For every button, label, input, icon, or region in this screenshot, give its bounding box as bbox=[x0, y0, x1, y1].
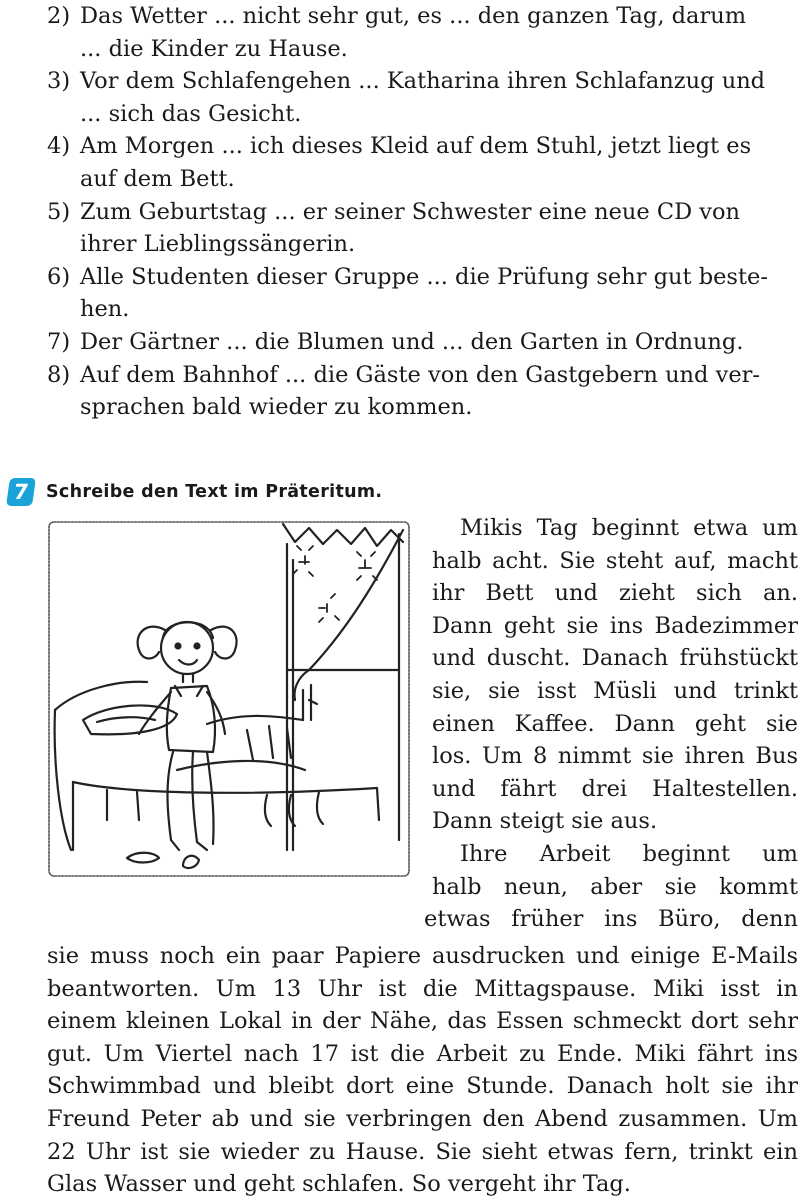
exercise-item-6 bbox=[0, 261, 805, 326]
item-number: 6) bbox=[47, 263, 71, 290]
text-full-width bbox=[47, 940, 798, 1201]
exercise-item-8 bbox=[0, 359, 805, 424]
item-line: ... sich das Gesicht. bbox=[80, 100, 302, 127]
item-line: Das Wetter ... nicht sehr gut, es ... den ganzen Tag, darum bbox=[80, 3, 747, 29]
text-beside-image bbox=[432, 512, 798, 903]
item-line: Auf dem Bahnhof ... die Gäste von den Gastgebern und ver- bbox=[80, 361, 760, 388]
text-line: Glas Wasser und geht schlafen. So vergeht ihr Tag. bbox=[47, 1171, 631, 1198]
item-number: 5) bbox=[47, 198, 71, 225]
text-line: Mikis Tag beginnt etwa um bbox=[460, 515, 798, 541]
text-line: beantworten. Um 13 Uhr ist die Mittagspause. Miki isst in bbox=[47, 975, 798, 1002]
item-number: 3) bbox=[47, 68, 71, 95]
item-line: hen. bbox=[80, 296, 130, 323]
text-line: einem kleinen Lokal in der Nähe, das Essen schmeckt dort sehr bbox=[47, 1008, 798, 1035]
text-overhang bbox=[424, 903, 798, 936]
text-line: Dann geht sie ins Badezimmer bbox=[432, 612, 798, 639]
task-title: Schreibe den Text im Präteritum. bbox=[46, 482, 383, 502]
item-line: Vor dem Schlafengehen ... Katharina ihren Schlafanzug und bbox=[80, 68, 766, 95]
exercise-item-7 bbox=[0, 326, 805, 359]
text-line: Ihre Arbeit beginnt um bbox=[460, 840, 798, 867]
text-line: gut. Um Viertel nach 17 ist die Arbeit zu Ende. Miki fährt ins bbox=[47, 1040, 798, 1067]
exercise-list bbox=[0, 0, 805, 424]
item-number: 2) bbox=[47, 3, 71, 29]
text-line: ihr Bett und zieht sich an. bbox=[432, 580, 798, 607]
text-line: los. Um 8 nimmt sie ihren Bus bbox=[432, 743, 798, 770]
text-line: etwas früher ins Büro, denn bbox=[424, 906, 798, 932]
item-line: Zum Geburtstag ... er seiner Schwester eine neue CD von bbox=[80, 198, 741, 225]
exercise-item-5 bbox=[0, 196, 805, 261]
task-heading bbox=[8, 477, 382, 507]
item-line: sprachen bald wieder zu kommen. bbox=[80, 394, 473, 421]
item-line: Alle Studenten dieser Gruppe ... die Prüfung sehr gut beste- bbox=[80, 263, 768, 290]
text-line: Dann steigt sie aus. bbox=[432, 808, 658, 835]
text-line: 22 Uhr ist sie wieder zu Hause. Sie sieht etwas fern, trinkt ein bbox=[47, 1138, 798, 1165]
text-line: und duscht. Danach frühstückt bbox=[432, 645, 798, 672]
text-line: Schwimmbad und bleibt dort eine Stunde. Danach holt sie ihr bbox=[47, 1073, 798, 1100]
text-line: sie, sie isst Müsli und trinkt bbox=[432, 677, 798, 704]
exercise-item-3 bbox=[0, 65, 805, 130]
girl-sitting-on-bed-illustration bbox=[47, 520, 411, 878]
item-number: 7) bbox=[47, 328, 71, 355]
text-line: und fährt drei Haltestellen. bbox=[432, 775, 798, 802]
text-line: Freund Peter ab und sie verbringen den Abend zusammen. Um bbox=[47, 1105, 798, 1132]
item-number: 4) bbox=[47, 133, 71, 160]
text-line: einen Kaffee. Dann geht sie bbox=[432, 710, 798, 737]
task-number-badge: 7 bbox=[6, 478, 36, 506]
text-line: sie muss noch ein paar Papiere ausdrucken und einige E-Mails bbox=[47, 943, 798, 969]
item-line: ihrer Lieblingssängerin. bbox=[80, 231, 356, 258]
item-line: auf dem Bett. bbox=[80, 165, 235, 192]
item-number: 8) bbox=[47, 361, 71, 388]
exercise-item-4 bbox=[0, 130, 805, 195]
text-line: halb neun, aber sie kommt bbox=[432, 873, 798, 900]
item-line: Am Morgen ... ich dieses Kleid auf dem Stuhl, jetzt liegt es bbox=[80, 133, 752, 160]
exercise-item-2 bbox=[0, 0, 805, 65]
item-line: Der Gärtner ... die Blumen und ... den Garten in Ordnung. bbox=[80, 328, 744, 355]
item-line: ... die Kinder zu Hause. bbox=[80, 35, 348, 62]
text-line: halb acht. Sie steht auf, macht bbox=[432, 547, 798, 574]
